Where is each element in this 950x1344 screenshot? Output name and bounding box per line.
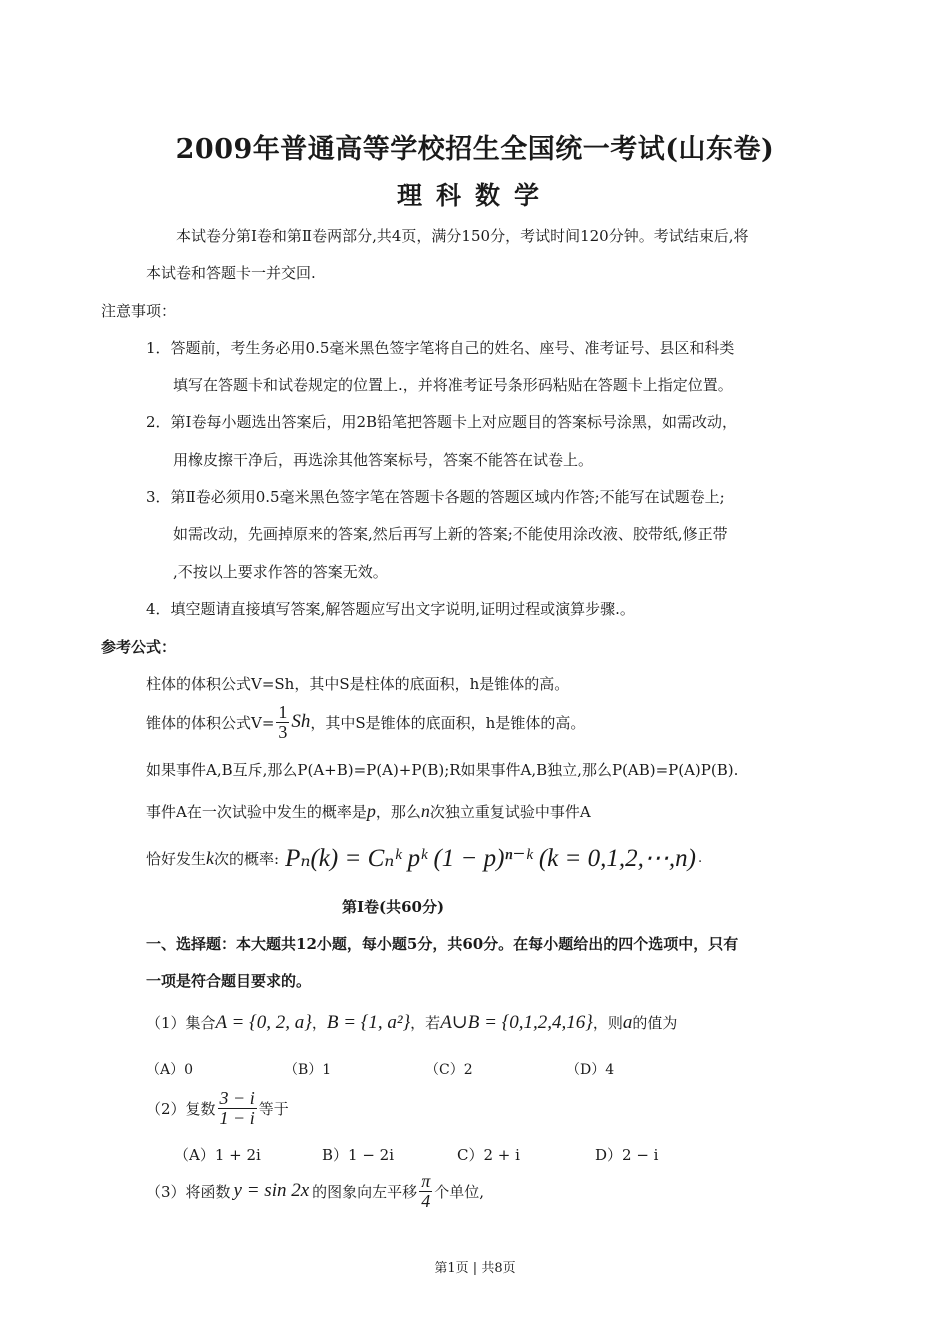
q3-numerator: π (421, 1171, 431, 1191)
q2-option: D）2 − i (595, 1146, 659, 1164)
formula-cone-pre: 锥体的体积公式V= (146, 713, 275, 732)
note-item: 如需改动，先画掉原来的答案,然后再写上新的答案;不能使用涂改液、胶带纸,修正带 (173, 525, 728, 543)
fraction-denominator: 3 (278, 721, 288, 742)
q2-option: C）2 + i (457, 1146, 520, 1164)
q1-post: 的值为 (632, 1014, 678, 1032)
note-item: ,不按以上要求作答的答案无效。 (173, 563, 388, 581)
intro-line-2: 本试卷和答题卡一并交回. (146, 264, 316, 282)
q3-mid: 的图象向左平移 (312, 1182, 418, 1201)
note-item: 1．答题前，考生务必用0.5毫米黑色签字笔将自己的姓名、座号、准考证号、县区和科类 (146, 339, 735, 357)
q1-option: （A）0 (146, 1062, 194, 1078)
note-item: 用橡皮擦干净后，再选涂其他答案标号，答案不能答在试卷上。 (173, 451, 594, 469)
q3-post: 个单位, (434, 1182, 484, 1201)
q3-function: y = sin 2x (233, 1180, 310, 1202)
q1-comma: ， (311, 1014, 327, 1032)
q2-pre: （2）复数 (146, 1099, 216, 1118)
formula-cone-var: Sh (291, 711, 311, 733)
fraction-one-third (276, 703, 289, 742)
q2-denominator: 1 − i (219, 1107, 255, 1128)
formula-cone-post: ，其中S是锥体的底面积，h是锥体的高。 (310, 713, 586, 732)
q3-fraction (419, 1172, 432, 1211)
q1-option: （D）4 (566, 1062, 615, 1078)
formulas-heading: 参考公式： (101, 638, 177, 656)
q1-set-a: A = {0, 2, a} (215, 1012, 312, 1033)
q1-post-pre: ，则 (592, 1014, 623, 1032)
note-item: 填写在答题卡和试卷规定的位置上.，并将准考证号条形码粘贴在答题卡上指定位置。 (173, 376, 733, 394)
bernoulli-pre: 事件A在一次试验中发生的概率是 (146, 803, 367, 821)
formula-cylinder: 柱体的体积公式V=Sh，其中S是柱体的底面积，h是锥体的高。 (146, 675, 570, 693)
notes-heading: 注意事项： (101, 302, 177, 320)
question-1 (146, 1011, 677, 1034)
q1-option: （C）2 (425, 1062, 473, 1078)
q1-var: a (622, 1012, 633, 1033)
bernoulli-mid: ，那么 (375, 803, 421, 821)
q1-pre: （1）集合 (146, 1014, 216, 1032)
formula-bernoulli-line (146, 801, 591, 822)
note-item: 3．第Ⅱ卷必须用0.5毫米黑色签字笔在答题卡各题的答题区域内作答;不能写在试题卷上; (146, 488, 725, 506)
q2-option: （A）1 + 2i (174, 1146, 261, 1164)
binomial-pre: 恰好发生 (146, 849, 207, 868)
var-n: n (420, 801, 430, 821)
binomial-formula: Pₙ(k) = Cₙᵏ pᵏ (1 − p)ⁿ⁻ᵏ (k = 0,1,2,⋯,n) (285, 845, 696, 872)
formula-cone (146, 703, 585, 742)
formula-binomial (146, 843, 702, 873)
q1-mid: ，若 (410, 1014, 441, 1032)
page-subtitle: 理科数学 (396, 181, 553, 210)
bernoulli-post: 次独立重复试验中事件A (429, 803, 591, 821)
q2-numerator: 3 − i (219, 1088, 255, 1108)
page-title: 2009年普通高等学校招生全国统一考试(山东卷) (175, 134, 775, 165)
note-item: 2．第Ⅰ卷每小题选出答案后，用2B铅笔把答题卡上对应题目的答案标号涂黑，如需改动， (146, 413, 738, 431)
question-2 (146, 1089, 289, 1128)
note-item: 4．填空题请直接填写答案,解答题应写出文字说明,证明过程或演算步骤.。 (146, 600, 635, 618)
binomial-mid: 次的概率: (214, 849, 280, 868)
intro-line-1: 本试卷分第Ⅰ卷和第Ⅱ卷两部分,共4页，满分150分，考试时间120分钟。考试结束后,将 (176, 227, 749, 245)
formula-probability-events: 如果事件A,B互斥,那么P(A+B)=P(A)+P(B);R如果事件A,B独立,那么P(AB)=P(A)P(B). (146, 761, 739, 779)
q2-fraction (218, 1089, 257, 1128)
q3-pre: （3）将函数 (146, 1182, 231, 1201)
q1-set-b: B = {1, a²} (326, 1012, 411, 1033)
q1-union: A∪B = {0,1,2,4,16} (440, 1012, 593, 1033)
section-instructions-2: 一项是符合题目要求的。 (146, 972, 312, 990)
q3-denominator: 4 (421, 1190, 431, 1211)
var-p: p (366, 801, 376, 821)
question-3 (146, 1172, 484, 1211)
q1-option: （B）1 (284, 1062, 332, 1078)
binomial-end: . (697, 850, 703, 866)
q2-post: 等于 (258, 1099, 289, 1118)
section-instructions-1: 一、选择题：本大题共12小题，每小题5分，共60分。在每小题给出的四个选项中，只有 (146, 935, 739, 953)
page-footer: 第1页 | 共8页 (434, 1261, 516, 1276)
q2-option: B）1 − 2i (322, 1146, 395, 1164)
var-k: k (206, 847, 215, 868)
section-heading: 第Ⅰ卷(共60分) (342, 898, 445, 916)
fraction-numerator: 1 (278, 702, 288, 722)
